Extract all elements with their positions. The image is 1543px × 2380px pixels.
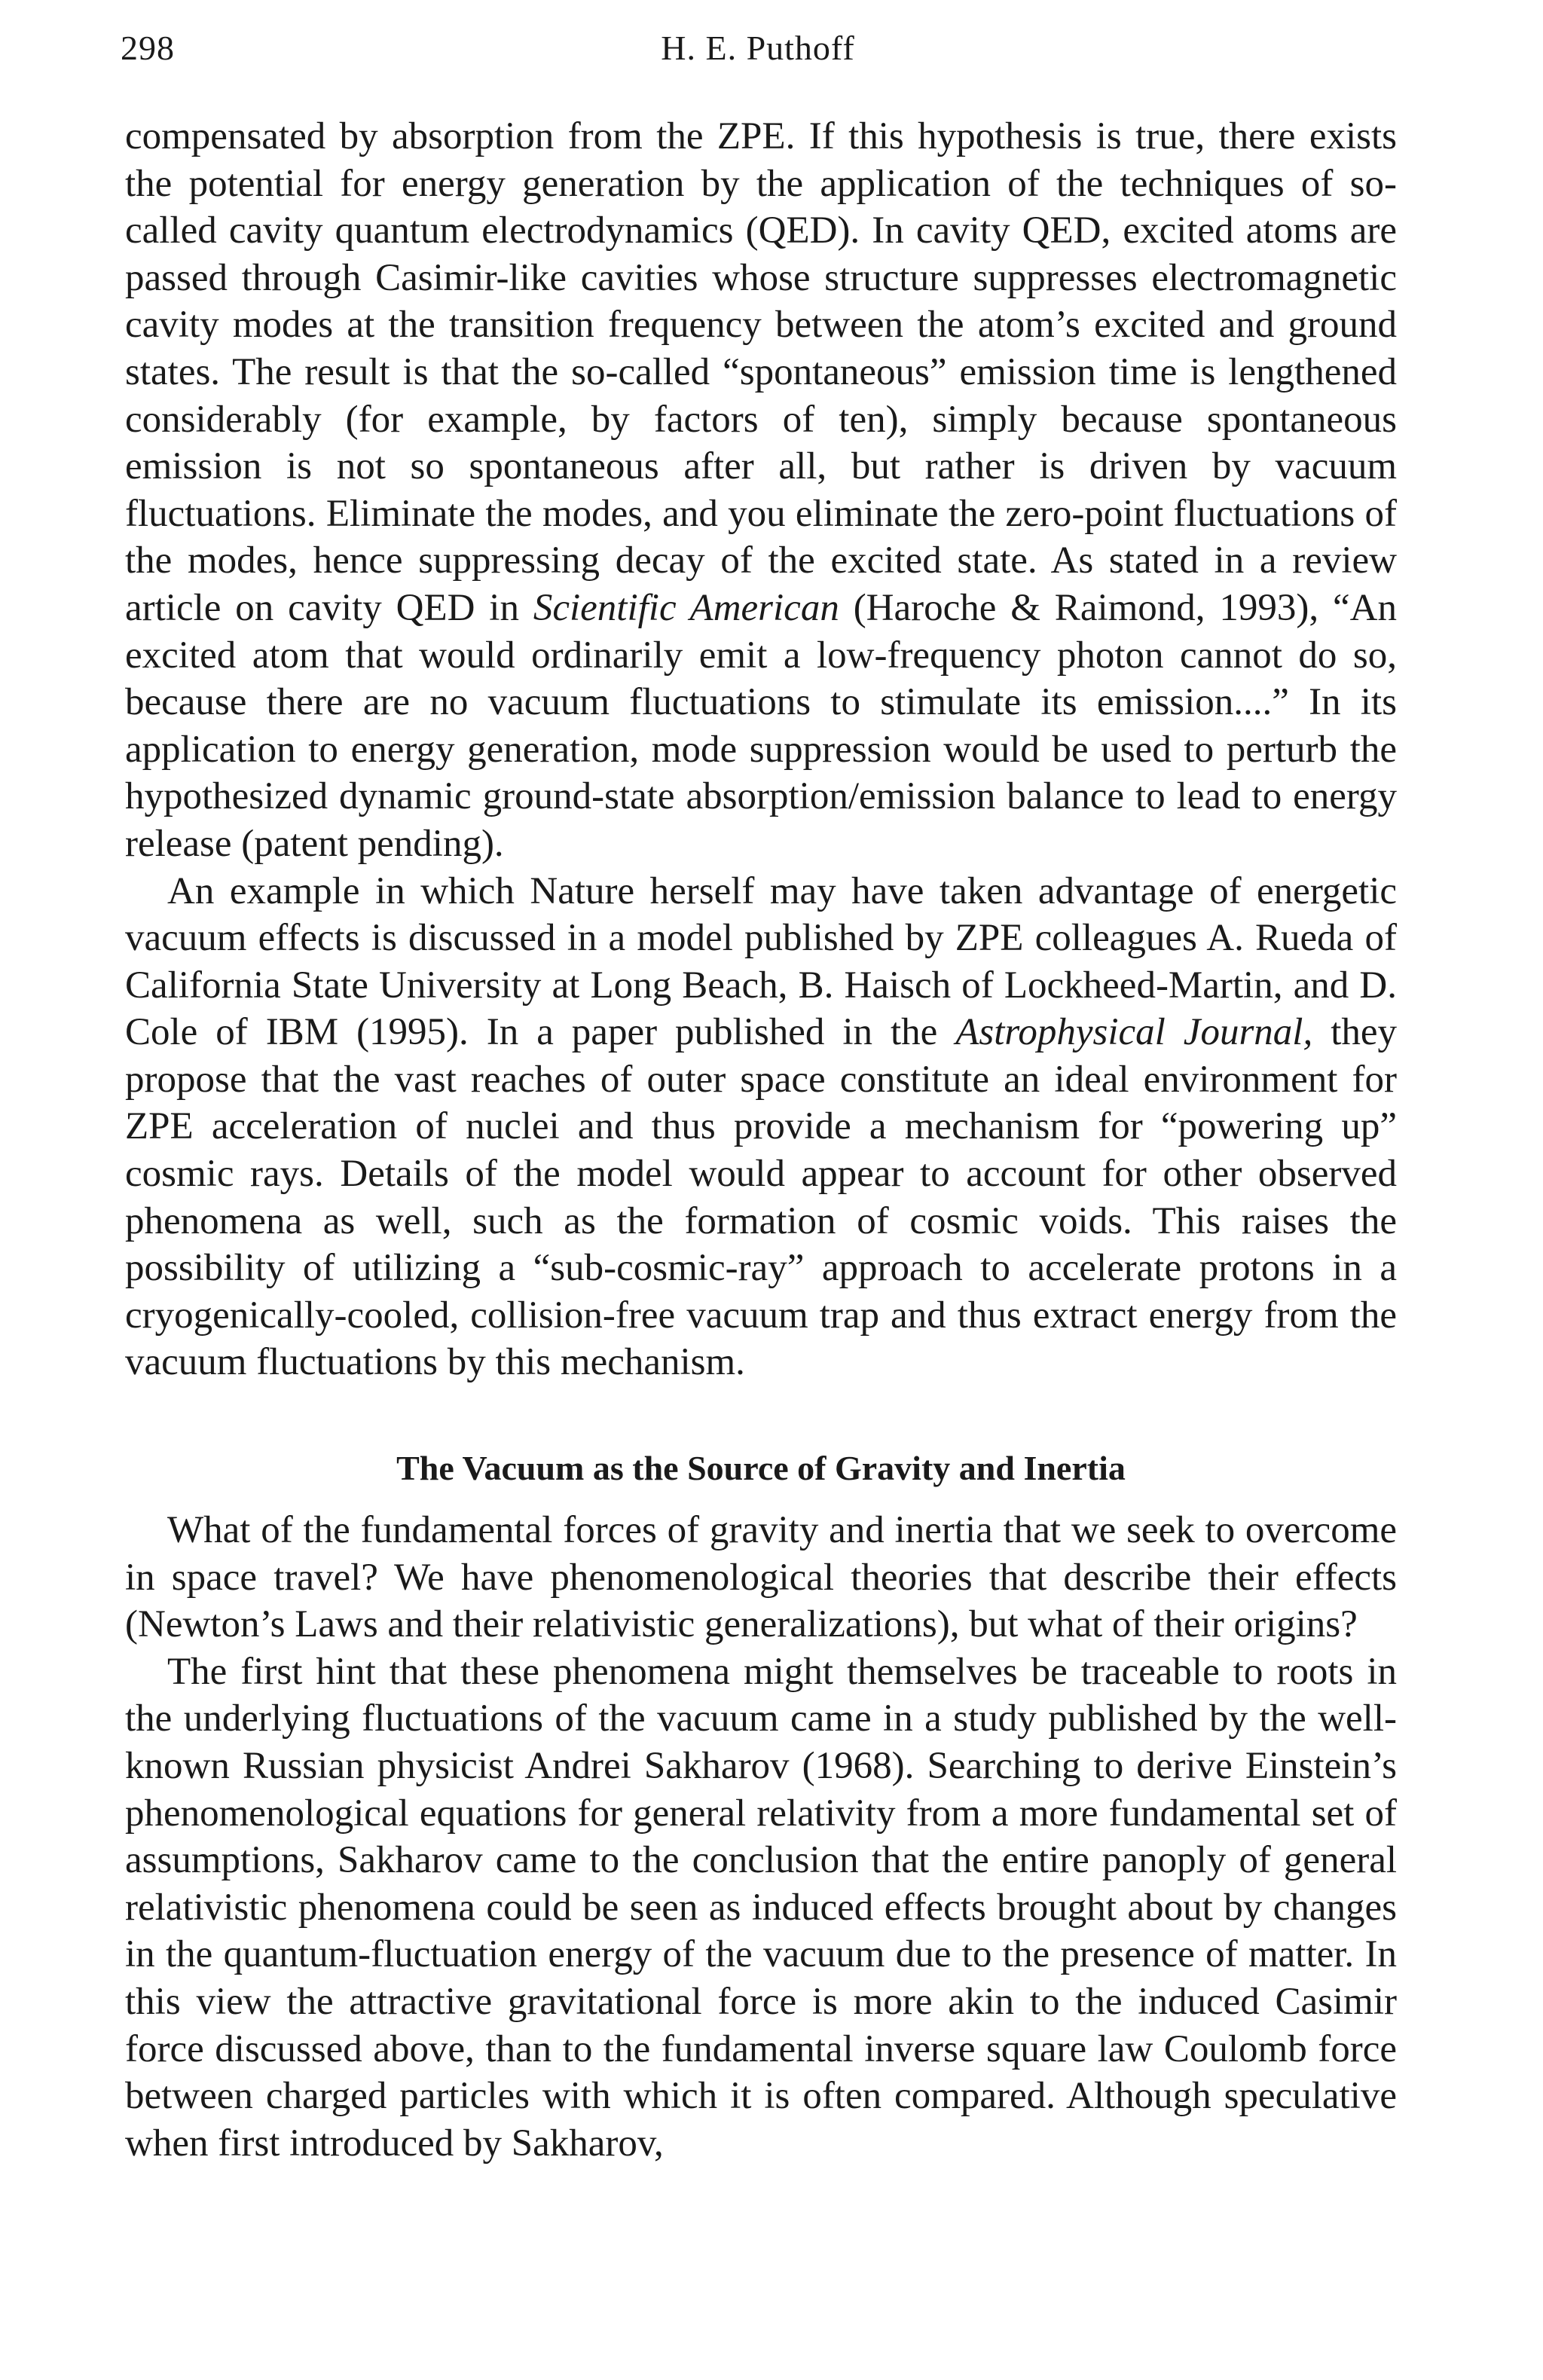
paragraph-text-continued: (Haroche & Raimond, 1993), “An excited atom that would ordinarily emit a low-frequency photon cannot do so, because there are no vacuum fluctuations to stimulate its emission....” In its application to energy generation, mode suppression would be used to perturb the hypothesized dynamic ground-state absorption/emission balance to lead to energy release (patent pending). [125, 586, 1397, 865]
paragraph-text: compensated by absorption from the ZPE. If this hypothesis is true, there exists the potential for energy generation by the application of the techniques of so-called cavity quantum electrodynamics (QED). In cavity QED, excited atoms are passed through Casimir-like cavities whose structure suppresses electromagnetic cavity modes at the transition frequency between the atom’s excited and ground states. The result is that the so-called “spontaneous” emission time is lengthened considerably (for example, by factors of ten), simply because spontaneous emission is not so spontaneous after all, but rather is driven by vacuum fluctuations. Eliminate the modes, and you eliminate the zero-point fluctuations of the modes, hence suppressing decay of the excited state. As stated in a review article on cavity QED in [125, 115, 1397, 629]
paragraph-text: An example in which Nature herself may have taken advantage of energetic vacuum effects is discussed in a model published by ZPE colleagues A. Rueda of California State University at Long Beach, B. Haisch of Lockheed-Martin, and D. Cole of IBM (1995). In a paper published in the [125, 869, 1397, 1054]
running-title: H. E. Puthoff [661, 29, 855, 67]
paragraph-continued [125, 113, 1397, 868]
paragraph: The first hint that these phenomena might themselves be traceable to roots in the underlying fluctuations of the vacuum came in a study published by the well-known Russian physicist Andrei Sakharov (1968). Searching to derive Einstein’s phenomenological equations for general relativity from a more fundamental set of assumptions, Sakharov came to the conclusion that the entire panoply of general relativistic phenomena could be seen as induced effects brought about by changes in the quantum-fluctuation energy of the vacuum due to the presence of matter. In this view the attractive gravitational force is more akin to the induced Casimir force discussed above, than to the fundamental inverse square law Coulomb force between charged particles with which it is often compared. Although speculative when first introduced by Sakharov, [125, 1650, 1397, 2165]
paragraph [125, 868, 1397, 1387]
paragraph-text-continued: they propose that the vast reaches of outer space constitute an ideal environment for ZPE acceleration of nuclei and thus provide a mechanism for “powering up” cosmic rays. Details of the model would appear to account for other observed phenomena as well, such as the formation of cosmic voids. This raises the possibility of utilizing a “sub-cosmic-ray” approach to accelerate protons in a cryogenically-cooled, collision-free vacuum trap and thus extract energy from the vacuum fluctuations by this mechanism. [125, 1011, 1397, 1384]
section-heading: The Vacuum as the Source of Gravity and Inertia [396, 1449, 1126, 1488]
paragraph: What of the fundamental forces of gravity and inertia that we seek to overcome in space travel? We have phenomenological theories that describe their effects (Newton’s Laws and their relativistic generalizations), but what of their origins? [125, 1509, 1397, 1646]
journal-title-italic: Scientific American [533, 586, 839, 629]
body-text [125, 113, 1397, 2167]
journal-title-italic: Astrophysical Journal, [955, 1011, 1313, 1054]
page-number: 298 [121, 29, 175, 67]
running-head [121, 26, 1395, 71]
